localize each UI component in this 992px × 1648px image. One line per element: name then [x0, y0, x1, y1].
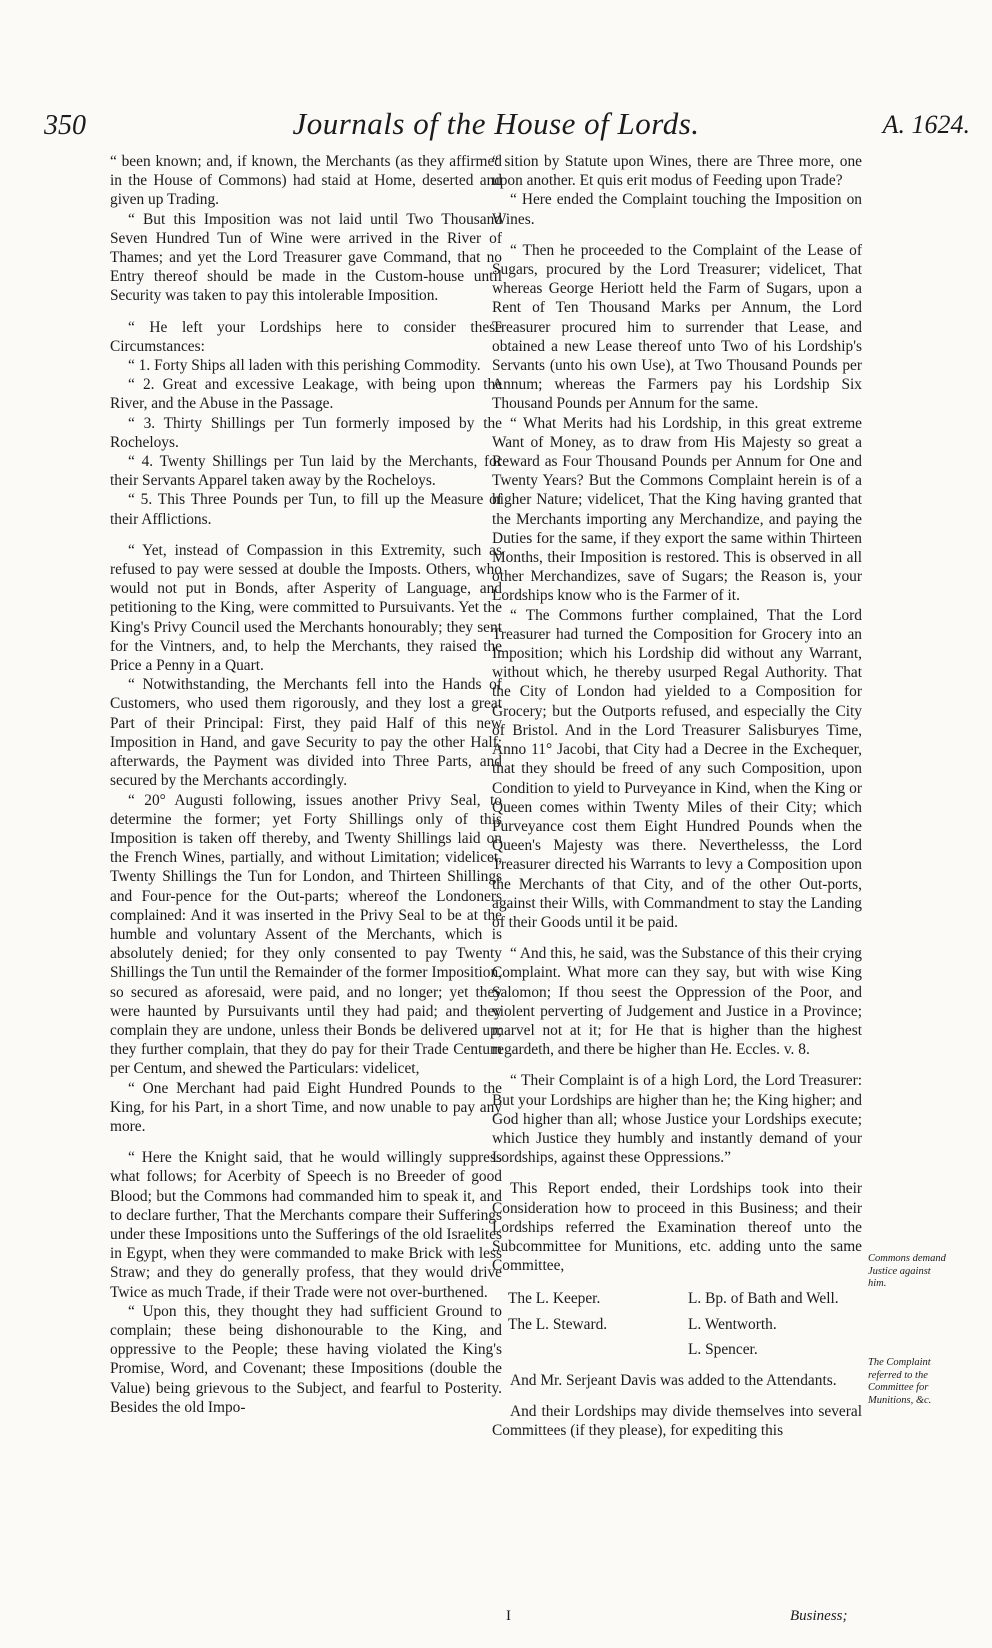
paragraph: And their Lordships may divide themselves into several Committees (if they please), for expediting this — [492, 1403, 862, 1440]
list-item: “ 4. Twenty Shillings per Tun laid by the Merchants, for their Servants Apparel taken away by the Rocheloys. — [110, 453, 502, 490]
paragraph: “ Notwithstanding, the Merchants fell into the Hands of Customers, who used them rigorously, and they lost a great Part of their Principal: First, they paid Half of this new Imposition in Hand, and gave Security to pay the other Half; afterwards, the Payment was divided into Three Parts, and secured by the Merchants accordingly. — [110, 676, 502, 790]
paragraph: “ Their Complaint is of a high Lord, the Lord Treasurer: But your Lordships are higher than he; the King higher; and God higher than all; whose Justice your Lordships execute; which Justice they humbly and instantly demand of your Lordships, against these Oppressions.” — [492, 1072, 862, 1167]
catchword: Business; — [790, 1608, 848, 1624]
right-column — [492, 152, 862, 1441]
signature-mark: I — [506, 1608, 511, 1624]
paragraph: “ Then he proceeded to the Complaint of the Lease of Sugars, procured by the Lord Treasurer; videlicet, That whereas George Heriott held the Farm of Sugars, upon a Rent of Ten Thousand Marks per Annum, the Lord Treasurer procured him to surrender that Lease, and obtained a new Lease thereof unto Two of his Lordship's Servants (unto his own Use), at Two Thousand Pounds per Annum; whereas the Farmers pay his Lordship Six Thousand Pounds per Annum for the same. — [492, 241, 862, 413]
committee-list — [508, 1289, 862, 1359]
list-item: “ 3. Thirty Shillings per Tun formerly imposed by the Rocheloys. — [110, 414, 502, 451]
page-header — [0, 100, 992, 140]
paragraph: This Report ended, their Lordships took into their Consideration how to proceed in this Business; and their Lordships referred the Examination thereof unto the Subcommittee for Munitions, etc. adding unto the same Committee, — [492, 1180, 862, 1275]
committee-member: L. Bp. of Bath and Well. — [688, 1290, 839, 1308]
journal-title: Journals of the House of Lords. — [292, 106, 700, 141]
page-number: 350 — [44, 110, 86, 141]
year-marker: A. 1624. — [882, 110, 970, 139]
committee-member: The L. Steward. — [508, 1315, 608, 1333]
margin-note: Commons demand Justice against him. — [868, 1253, 946, 1289]
paragraph: “ And this, he said, was the Substance of this their crying Complaint. What more can they say, but with wise King Salomon; If thou seest the Oppression of the Poor, and violent perverting of Judgement and Justice in a Province; marvel not at it; for He that is higher than the highest regardeth, and there be higher than He. Eccles. v. 8. — [492, 945, 862, 1059]
committee-member: L. Wentworth. — [688, 1315, 777, 1333]
paragraph: “ Here ended the Complaint touching the Imposition on Wines. — [492, 191, 862, 228]
paragraph: “ sition by Statute upon Wines, there are Three more, one upon another. Et quis erit modus of Feeding upon Trade? — [492, 153, 862, 190]
paragraph: “ One Merchant had paid Eight Hundred Pounds to the King, for his Part, in a short Time, and now unable to pay any more. — [110, 1079, 502, 1135]
paragraph: “ He left your Lordships here to consider these Circumstances: — [110, 318, 502, 355]
paragraph: And Mr. Serjeant Davis was added to the Attendants. — [510, 1371, 837, 1389]
paragraph: “ Upon this, they thought they had sufficient Ground to complain; these being dishonourable to the King, and oppressive to the People; these having violated the King's Promise, Word, and Covenant; these Impositions (double the Value) being grievous to the Subject, and fearful to Posterity. Besides the old Impo- — [110, 1302, 502, 1416]
committee-member: The L. Keeper. — [508, 1290, 601, 1308]
committee-member — [508, 1340, 688, 1359]
paragraph: “ The Commons further complained, That the Lord Treasurer had turned the Composition for Grocery into an Imposition; which his Lordship did without any Warrant, without which, he thereby usurped Regal Authority. That the City of London had yielded to a Composition for Grocery; but the Outports refused, and especially the City of Bristol. And in the Lord Treasurer Salisburyes Time, Anno 11° Jacobi, that City had a Decree in the Exchequer, that they should be freed of any such Composition, upon Condition to yield to Purveyance in Kind, when the King or Queen comes within Twenty Miles of their City; which Purveyance cost them Eight Hundred Pounds when the Queen's Majesty was there. Neverthelesss, the Lord Treasurer directed his Warrants to levy a Composition upon the Merchants of that City, and of the other Out-ports, against their Wills, with Commandment to stay the Landing of their Goods until it be paid. — [492, 606, 862, 931]
paragraph: “ Here the Knight said, that he would willingly suppress what follows; for Acerbity of Speech is no Breeder of good Blood; but the Commons had commanded him to speak it, and to declare further, That the Merchants compare their Sufferings under these Impositions unto the Sufferings of the old Israelites in Egypt, when they were commanded to make Brick with less Straw; and they do generally profess, that they would drive Twice as much Trade, if their Trade were not over-burthened. — [110, 1149, 502, 1301]
paragraph: “ What Merits had his Lordship, in this great extreme Want of Money, as to draw from His Majesty so great a Reward as Four Thousand Pounds per Annum for One and Twenty Years? But the Commons Complaint herein is of a higher Nature; videlicet, That the King having granted that the Merchants importing any Merchandize, and paying the Duties for the same, if they export the same within Thirteen Months, their Imposition is restored. This is observed in all other Merchandizes, save of Sugars; the Reason is, your Lordships know who is the Farmer of it. — [492, 414, 862, 605]
paragraph: “ been known; and, if known, the Merchants (as they affirmed in the House of Commons) had staid at Home, deserted and given up Trading. — [110, 153, 502, 209]
paragraph: “ 20° Augusti following, issues another Privy Seal, to determine the former; yet Forty Shillings only of this Imposition is taken off thereby, and Twenty Shillings laid on the French Wines, partially, and without Limitation; videlicet, Twenty Shillings the Tun for London, and Thirteen Shillings and Four-pence for the Out-parts; whereof the Londoners complained: And it was inserted in the Privy Seal to be at the humble and voluntary Assent of the Merchants, which is absolutely denied; for they only consented to pay Twenty Shillings the Tun until the Remainder of the former Imposition, so secured as aforesaid, were paid, and no longer; yet they were haunted by Pursuivants until they had paid; and they complain they are undone, unless their Bonds be delivered up; they further complain, that they do pay for their Trade Centum per Centum, and shewed the Particulars: videlicet, — [110, 791, 502, 1078]
list-item: “ 2. Great and excessive Leakage, with being upon the River, and the Abuse in the Passage. — [110, 376, 502, 413]
paragraph: “ But this Imposition was not laid until Two Thousand Seven Hundred Tun of Wine were arrived in the River of Thames; and yet the Lord Treasurer gave Command, that no Entry thereof should be made in the Custom-house until Security was taken to pay this intolerable Imposition. — [110, 210, 502, 305]
left-column — [110, 152, 502, 1417]
margin-note: The Complaint referred to the Committee for Munitions, &c. — [868, 1357, 932, 1406]
paragraph: “ Yet, instead of Compassion in this Extremity, such as refused to pay were sessed at double the Imposts. Others, who would not put in Bonds, after Asperity of Language, and petitioning to the King, were committed to Pursuivants. Yet the King's Privy Council used the Merchants honourably; they sent for the Vintners, and, to help the Merchants, they raised the Price a Penny in a Quart. — [110, 541, 502, 675]
list-item: “ 5. This Three Pounds per Tun, to fill up the Measure of their Afflictions. — [110, 491, 502, 528]
committee-member: L. Spencer. — [688, 1340, 758, 1358]
list-item: “ 1. Forty Ships all laden with this perishing Commodity. — [128, 357, 481, 375]
